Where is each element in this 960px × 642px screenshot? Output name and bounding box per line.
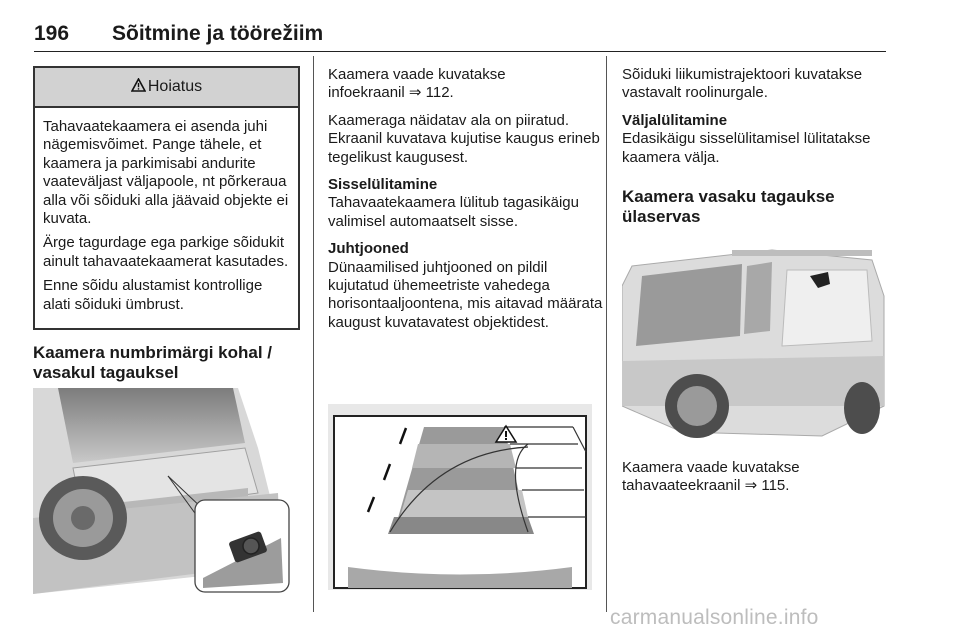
warning-box: [33, 66, 300, 330]
page-header: [34, 22, 886, 52]
figure-rear-door-camera: [622, 236, 888, 444]
column-3-text-bottom: [622, 459, 890, 505]
page-reference-arrow: ⇒: [744, 477, 758, 495]
camera-view-rearview-display: Kaamera vaade kuvatakse tahavaateekraanil ⇒ 115.: [622, 459, 800, 495]
column-divider-2: [606, 56, 607, 612]
warning-triangle-icon: [131, 78, 146, 97]
warning-paragraph-1: Tahavaatekaamera ei asenda juhi nägemisvõimet. Pange tähele, et kaamera ja parkimisabi andurite vaateväljast väljapoole, nt põrkeraua alla või sõiduki alla jäävaid objekte ei kuvata.: [43, 118, 289, 228]
page-title: Sõitmine ja töörežiim: [112, 22, 324, 45]
warning-paragraph-3: Enne sõidu alustamist kontrollige alati sõiduki ümbrust.: [43, 277, 263, 313]
subheading-switch-on: Sisselülitamine: [328, 176, 438, 194]
subheading-switch-off: Väljalülitamine: [622, 111, 728, 129]
warning-paragraph-2: Ärge tagurdage ega parkige sõidukit ainult tahavaatekaamerat kasutades.: [43, 234, 289, 270]
warning-header: [35, 68, 298, 108]
section-title-door-camera: Kaamera vasaku tagaukse ülaservas: [622, 187, 835, 226]
guidelines-text: Dünaamilised juhtjooned on pildil kujutatud ühemeetriste vahedega horisontaaljoontena, mis aitavad määrata kaugust kuvatavatest objektidest.: [328, 258, 603, 331]
warning-title: Hoiatus: [147, 78, 203, 95]
warning-body: [35, 108, 298, 314]
column-3-text-top: [622, 66, 890, 176]
switch-off-text: Edasikäigu sisselülitamisel lülitatakse kaamera välja.: [622, 130, 871, 166]
page-reference-number[interactable]: 115.: [761, 477, 790, 495]
page-reference-arrow: ⇒: [408, 84, 422, 102]
page-number: 196: [34, 22, 70, 45]
figure-rear-camera-plate: [33, 388, 291, 594]
watermark: carmanualsonline.info: [610, 606, 819, 629]
column-2-text-top: [328, 66, 603, 341]
section-title-plate-camera: Kaamera numbrimärgi kohal / vasakul tagauksel: [33, 343, 273, 382]
trajectory-text: Sõiduki liikumistrajektoori kuvatakse vastavalt roolinurgale.: [622, 66, 863, 102]
page-reference-number[interactable]: 112.: [425, 84, 454, 102]
subheading-guidelines: Juhtjooned: [328, 240, 409, 258]
camera-view-infodisplay: Kaamera vaade kuvatakse infoekraanil ⇒ 112.: [328, 66, 506, 102]
camera-area-limited-text: Kaameraga näidatav ala on piiratud. Ekraanil kuvatava kujutise kaugus erineb tegelikust kaugusest.: [328, 111, 600, 166]
switch-on-text: Tahavaatekaamera lülitub tagasikäigu valimisel automaatselt sisse.: [328, 194, 579, 230]
figure-guideline-display: [328, 382, 592, 594]
column-divider-1: [313, 56, 314, 612]
